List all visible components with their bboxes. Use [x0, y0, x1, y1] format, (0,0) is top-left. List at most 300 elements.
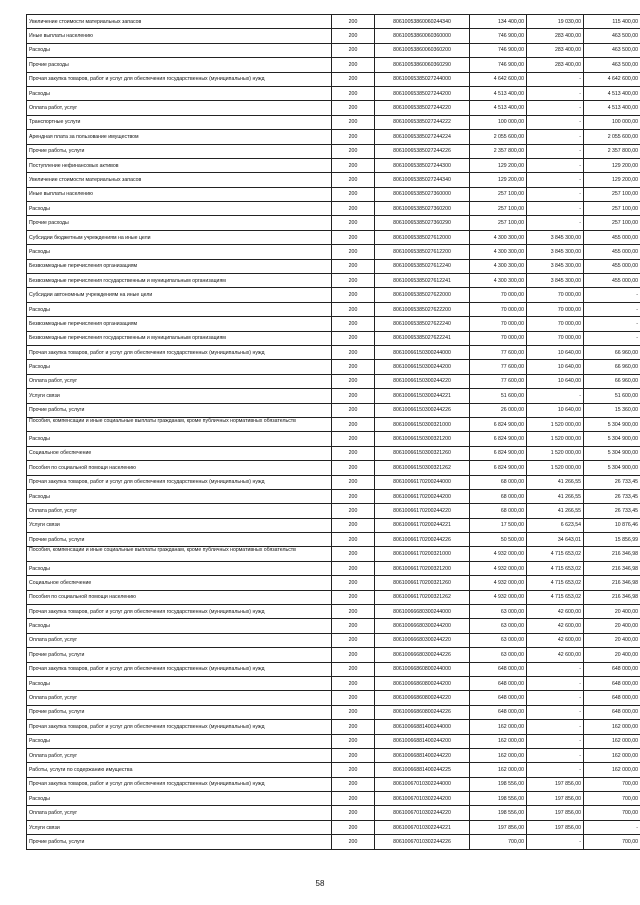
- row-approved-cell: 4 932 000,00: [470, 590, 527, 604]
- row-kbk-cell: 80610067010302244200: [375, 792, 470, 806]
- row-name-cell: Прочая закупка товаров, работ и услуг для обеспечения государственных (муниципальных) нужд: [27, 777, 332, 791]
- row-name-cell: Расходы: [27, 360, 332, 374]
- row-unexecuted-cell: 257 100,00: [584, 187, 640, 201]
- row-approved-cell: 50 500,00: [470, 533, 527, 547]
- row-name-cell: Работы, услуги по содержанию имущества: [27, 763, 332, 777]
- row-kbk-cell: 80610065385027622240: [375, 317, 470, 331]
- row-name-cell: Иные выплаты населению: [27, 29, 332, 43]
- table-row: [27, 345, 640, 359]
- row-code-cell: 200: [332, 72, 375, 86]
- row-kbk-cell: 80610067010302244220: [375, 806, 470, 820]
- row-unexecuted-cell: 20 400,00: [584, 605, 640, 619]
- row-executed-cell: 10 640,00: [527, 345, 584, 359]
- row-code-cell: 200: [332, 720, 375, 734]
- row-kbk-cell: 80610065385027360200: [375, 202, 470, 216]
- row-unexecuted-cell: 162 000,00: [584, 763, 640, 777]
- row-name-cell: Пособия, компенсации и иные социальные выплаты гражданам, кроме публичных нормативных обязательств: [27, 547, 332, 561]
- row-kbk-cell: 80610065385027612241: [375, 274, 470, 288]
- row-approved-cell: 77 600,00: [470, 374, 527, 388]
- row-executed-cell: 1 520 000,00: [527, 446, 584, 460]
- row-name-cell: Оплата работ, услуг: [27, 748, 332, 762]
- row-name-cell: Прочие работы, услуги: [27, 705, 332, 719]
- row-approved-cell: 257 100,00: [470, 216, 527, 230]
- table-row: [27, 173, 640, 187]
- row-executed-cell: 197 856,00: [527, 792, 584, 806]
- row-kbk-cell: 80610066881400244200: [375, 734, 470, 748]
- table-row: [27, 504, 640, 518]
- table-row: [27, 518, 640, 532]
- table-row: [27, 648, 640, 662]
- row-executed-cell: -: [527, 389, 584, 403]
- row-approved-cell: 162 000,00: [470, 748, 527, 762]
- row-kbk-cell: 80610066150300244226: [375, 403, 470, 417]
- table-row: [27, 86, 640, 100]
- row-code-cell: 200: [332, 29, 375, 43]
- row-unexecuted-cell: 4 513 400,00: [584, 86, 640, 100]
- row-name-cell: Услуги связи: [27, 389, 332, 403]
- row-name-cell: Прочая закупка товаров, работ и услуг для обеспечения государственных (муниципальных) нужд: [27, 72, 332, 86]
- row-kbk-cell: 80610066881400244220: [375, 748, 470, 762]
- row-code-cell: 200: [332, 820, 375, 834]
- row-code-cell: 200: [332, 58, 375, 72]
- table-row: [27, 259, 640, 273]
- row-kbk-cell: 80610066170200244000: [375, 475, 470, 489]
- row-name-cell: Расходы: [27, 676, 332, 690]
- row-name-cell: Прочая закупка товаров, работ и услуг для обеспечения государственных (муниципальных) нужд: [27, 605, 332, 619]
- row-name-cell: Расходы: [27, 86, 332, 100]
- row-unexecuted-cell: 455 000,00: [584, 245, 640, 259]
- row-kbk-cell: 80610066680300244000: [375, 605, 470, 619]
- row-executed-cell: -: [527, 115, 584, 129]
- row-approved-cell: 129 200,00: [470, 158, 527, 172]
- table-row: [27, 230, 640, 244]
- table-row: [27, 792, 640, 806]
- row-kbk-cell: 80610066150300321262: [375, 461, 470, 475]
- row-kbk-cell: 80610067010302244000: [375, 777, 470, 791]
- row-approved-cell: 2 055 600,00: [470, 130, 527, 144]
- row-executed-cell: 197 856,00: [527, 806, 584, 820]
- row-unexecuted-cell: 5 304 900,00: [584, 446, 640, 460]
- row-name-cell: Расходы: [27, 245, 332, 259]
- row-unexecuted-cell: 66 960,00: [584, 374, 640, 388]
- row-executed-cell: 4 715 653,02: [527, 561, 584, 575]
- row-kbk-cell: 80610066860800244226: [375, 705, 470, 719]
- row-executed-cell: -: [527, 72, 584, 86]
- row-approved-cell: 4 300 300,00: [470, 230, 527, 244]
- row-approved-cell: 162 000,00: [470, 734, 527, 748]
- row-executed-cell: -: [527, 763, 584, 777]
- row-approved-cell: 198 556,00: [470, 777, 527, 791]
- table-row: [27, 619, 640, 633]
- row-code-cell: 200: [332, 648, 375, 662]
- row-code-cell: 200: [332, 86, 375, 100]
- row-unexecuted-cell: -: [584, 317, 640, 331]
- table-row: [27, 216, 640, 230]
- row-name-cell: Прочая закупка товаров, работ и услуг для обеспечения государственных (муниципальных) нужд: [27, 345, 332, 359]
- row-name-cell: Оплата работ, услуг: [27, 504, 332, 518]
- row-name-cell: Арендная плата за пользование имуществом: [27, 130, 332, 144]
- row-code-cell: 200: [332, 590, 375, 604]
- row-approved-cell: 648 000,00: [470, 705, 527, 719]
- row-unexecuted-cell: 700,00: [584, 792, 640, 806]
- table-row: [27, 187, 640, 201]
- row-name-cell: Увеличение стоимости материальных запасов: [27, 173, 332, 187]
- row-code-cell: 200: [332, 734, 375, 748]
- row-executed-cell: -: [527, 173, 584, 187]
- row-executed-cell: 3 845 300,00: [527, 259, 584, 273]
- table-row: [27, 374, 640, 388]
- table-row: [27, 389, 640, 403]
- row-executed-cell: 3 845 300,00: [527, 245, 584, 259]
- row-kbk-cell: 80610066150300244220: [375, 374, 470, 388]
- row-approved-cell: 2 357 800,00: [470, 144, 527, 158]
- row-approved-cell: 100 000,00: [470, 115, 527, 129]
- row-executed-cell: -: [527, 187, 584, 201]
- row-code-cell: 200: [332, 547, 375, 561]
- row-name-cell: Услуги связи: [27, 518, 332, 532]
- row-code-cell: 200: [332, 561, 375, 575]
- row-unexecuted-cell: -: [584, 288, 640, 302]
- table-row: [27, 274, 640, 288]
- row-executed-cell: 70 000,00: [527, 331, 584, 345]
- row-approved-cell: 4 300 300,00: [470, 245, 527, 259]
- row-approved-cell: 4 300 300,00: [470, 259, 527, 273]
- row-unexecuted-cell: 455 000,00: [584, 274, 640, 288]
- row-approved-cell: 70 000,00: [470, 288, 527, 302]
- table-row: [27, 605, 640, 619]
- row-kbk-cell: 80610066881400244225: [375, 763, 470, 777]
- row-executed-cell: -: [527, 835, 584, 849]
- table-row: [27, 432, 640, 446]
- row-kbk-cell: 80610066170200321000: [375, 547, 470, 561]
- row-name-cell: Безвозмездные перечисления организациям: [27, 317, 332, 331]
- row-unexecuted-cell: 216 346,98: [584, 547, 640, 561]
- row-executed-cell: 10 640,00: [527, 360, 584, 374]
- row-approved-cell: 6 824 900,00: [470, 446, 527, 460]
- row-code-cell: 200: [332, 605, 375, 619]
- row-unexecuted-cell: 463 500,00: [584, 58, 640, 72]
- row-unexecuted-cell: 20 400,00: [584, 619, 640, 633]
- row-executed-cell: 4 715 653,02: [527, 576, 584, 590]
- row-unexecuted-cell: 216 346,98: [584, 561, 640, 575]
- table-row: [27, 115, 640, 129]
- row-approved-cell: 129 200,00: [470, 173, 527, 187]
- row-executed-cell: -: [527, 216, 584, 230]
- table-row: [27, 561, 640, 575]
- row-approved-cell: 70 000,00: [470, 317, 527, 331]
- table-row: [27, 763, 640, 777]
- row-approved-cell: 63 000,00: [470, 648, 527, 662]
- row-name-cell: Пособия по социальной помощи населению: [27, 461, 332, 475]
- row-code-cell: 200: [332, 417, 375, 431]
- row-kbk-cell: 80610067010302244221: [375, 820, 470, 834]
- row-name-cell: Прочая закупка товаров, работ и услуг для обеспечения государственных (муниципальных) нужд: [27, 720, 332, 734]
- row-approved-cell: 70 000,00: [470, 331, 527, 345]
- row-unexecuted-cell: 66 960,00: [584, 345, 640, 359]
- row-executed-cell: 283 400,00: [527, 29, 584, 43]
- table-row: [27, 144, 640, 158]
- row-executed-cell: 70 000,00: [527, 288, 584, 302]
- row-kbk-cell: 80610066860800244220: [375, 691, 470, 705]
- row-executed-cell: 283 400,00: [527, 58, 584, 72]
- row-code-cell: 200: [332, 518, 375, 532]
- row-approved-cell: 162 000,00: [470, 720, 527, 734]
- row-executed-cell: -: [527, 734, 584, 748]
- table-row: [27, 403, 640, 417]
- row-code-cell: 200: [332, 216, 375, 230]
- row-code-cell: 200: [332, 187, 375, 201]
- table-row: [27, 130, 640, 144]
- row-name-cell: Расходы: [27, 734, 332, 748]
- row-code-cell: 200: [332, 461, 375, 475]
- row-approved-cell: 77 600,00: [470, 360, 527, 374]
- row-approved-cell: 746 900,00: [470, 58, 527, 72]
- row-kbk-cell: 80610065385027612240: [375, 259, 470, 273]
- row-approved-cell: 4 513 400,00: [470, 86, 527, 100]
- row-executed-cell: 41 266,55: [527, 504, 584, 518]
- row-unexecuted-cell: 648 000,00: [584, 662, 640, 676]
- row-code-cell: 200: [332, 475, 375, 489]
- row-name-cell: Социальное обеспечение: [27, 446, 332, 460]
- row-unexecuted-cell: -: [584, 302, 640, 316]
- row-name-cell: Оплата работ, услуг: [27, 633, 332, 647]
- row-name-cell: Расходы: [27, 432, 332, 446]
- row-approved-cell: 70 000,00: [470, 302, 527, 316]
- table-row: [27, 820, 640, 834]
- row-code-cell: 200: [332, 446, 375, 460]
- row-code-cell: 200: [332, 173, 375, 187]
- row-executed-cell: 3 845 300,00: [527, 274, 584, 288]
- row-kbk-cell: 80610066150300321000: [375, 417, 470, 431]
- row-unexecuted-cell: 20 400,00: [584, 648, 640, 662]
- row-executed-cell: -: [527, 705, 584, 719]
- row-executed-cell: -: [527, 86, 584, 100]
- table-row: [27, 446, 640, 460]
- table-row: [27, 417, 640, 431]
- row-name-cell: Прочие расходы: [27, 216, 332, 230]
- row-code-cell: 200: [332, 389, 375, 403]
- row-kbk-cell: 80610066150300321260: [375, 446, 470, 460]
- row-unexecuted-cell: -: [584, 331, 640, 345]
- row-code-cell: 200: [332, 504, 375, 518]
- row-code-cell: 200: [332, 144, 375, 158]
- row-executed-cell: 283 400,00: [527, 43, 584, 57]
- row-approved-cell: 6 824 900,00: [470, 461, 527, 475]
- row-name-cell: Расходы: [27, 302, 332, 316]
- page-number: 58: [315, 879, 325, 888]
- table-row: [27, 576, 640, 590]
- table-row: [27, 101, 640, 115]
- row-executed-cell: 10 640,00: [527, 374, 584, 388]
- row-executed-cell: -: [527, 101, 584, 115]
- row-executed-cell: -: [527, 691, 584, 705]
- table-row: [27, 461, 640, 475]
- row-code-cell: 200: [332, 15, 375, 29]
- row-executed-cell: -: [527, 676, 584, 690]
- row-unexecuted-cell: 115 400,00: [584, 15, 640, 29]
- row-executed-cell: 4 715 653,02: [527, 590, 584, 604]
- row-code-cell: 200: [332, 403, 375, 417]
- row-name-cell: Прочие работы, услуги: [27, 648, 332, 662]
- table-row: [27, 748, 640, 762]
- row-unexecuted-cell: 455 000,00: [584, 259, 640, 273]
- row-approved-cell: 197 856,00: [470, 820, 527, 834]
- row-executed-cell: 70 000,00: [527, 302, 584, 316]
- table-row: [27, 835, 640, 849]
- row-unexecuted-cell: 463 500,00: [584, 43, 640, 57]
- row-approved-cell: 51 600,00: [470, 389, 527, 403]
- row-unexecuted-cell: 162 000,00: [584, 720, 640, 734]
- row-kbk-cell: 80610053860060360000: [375, 29, 470, 43]
- row-name-cell: Социальное обеспечение: [27, 576, 332, 590]
- row-code-cell: 200: [332, 619, 375, 633]
- row-approved-cell: 63 000,00: [470, 605, 527, 619]
- row-code-cell: 200: [332, 705, 375, 719]
- row-executed-cell: 19 030,00: [527, 15, 584, 29]
- table-row: [27, 633, 640, 647]
- row-code-cell: 200: [332, 331, 375, 345]
- row-executed-cell: 41 266,55: [527, 489, 584, 503]
- row-approved-cell: 257 100,00: [470, 187, 527, 201]
- row-unexecuted-cell: 26 733,45: [584, 489, 640, 503]
- row-kbk-cell: 80610065385027244220: [375, 101, 470, 115]
- row-executed-cell: 3 845 300,00: [527, 230, 584, 244]
- row-unexecuted-cell: 129 200,00: [584, 158, 640, 172]
- table-row: [27, 302, 640, 316]
- row-unexecuted-cell: 257 100,00: [584, 202, 640, 216]
- row-name-cell: Субсидии бюджетным учреждениям на иные цели: [27, 230, 332, 244]
- row-executed-cell: 10 640,00: [527, 403, 584, 417]
- row-kbk-cell: 80610066860800244000: [375, 662, 470, 676]
- row-kbk-cell: 80610066150300244221: [375, 389, 470, 403]
- row-kbk-cell: 80610067010302244226: [375, 835, 470, 849]
- row-code-cell: 200: [332, 792, 375, 806]
- table-row: [27, 705, 640, 719]
- row-name-cell: Прочие работы, услуги: [27, 533, 332, 547]
- row-unexecuted-cell: 162 000,00: [584, 734, 640, 748]
- row-executed-cell: -: [527, 202, 584, 216]
- row-approved-cell: 700,00: [470, 835, 527, 849]
- row-unexecuted-cell: 100 000,00: [584, 115, 640, 129]
- row-approved-cell: 68 000,00: [470, 504, 527, 518]
- row-kbk-cell: 80610053860060360290: [375, 58, 470, 72]
- table-row: [27, 734, 640, 748]
- row-approved-cell: 648 000,00: [470, 691, 527, 705]
- row-executed-cell: 197 856,00: [527, 777, 584, 791]
- table-row: [27, 43, 640, 57]
- row-executed-cell: 42 600,00: [527, 633, 584, 647]
- row-executed-cell: 70 000,00: [527, 317, 584, 331]
- row-kbk-cell: 80610065385027360290: [375, 216, 470, 230]
- row-name-cell: Расходы: [27, 792, 332, 806]
- row-name-cell: Пособия по социальной помощи населению: [27, 590, 332, 604]
- row-name-cell: Оплата работ, услуг: [27, 806, 332, 820]
- row-code-cell: 200: [332, 158, 375, 172]
- row-approved-cell: 4 932 000,00: [470, 561, 527, 575]
- row-code-cell: 200: [332, 288, 375, 302]
- row-code-cell: 200: [332, 763, 375, 777]
- row-name-cell: Расходы: [27, 43, 332, 57]
- row-kbk-cell: 80610066680300244200: [375, 619, 470, 633]
- row-unexecuted-cell: 51 600,00: [584, 389, 640, 403]
- row-code-cell: 200: [332, 432, 375, 446]
- row-approved-cell: 648 000,00: [470, 676, 527, 690]
- table-row: [27, 72, 640, 86]
- row-code-cell: 200: [332, 130, 375, 144]
- row-approved-cell: 6 824 900,00: [470, 432, 527, 446]
- table-row: [27, 590, 640, 604]
- row-code-cell: 200: [332, 835, 375, 849]
- row-executed-cell: 1 520 000,00: [527, 417, 584, 431]
- row-code-cell: 200: [332, 245, 375, 259]
- row-unexecuted-cell: 463 500,00: [584, 29, 640, 43]
- row-code-cell: 200: [332, 115, 375, 129]
- row-approved-cell: 63 000,00: [470, 633, 527, 647]
- row-name-cell: Услуги связи: [27, 820, 332, 834]
- row-executed-cell: 6 623,54: [527, 518, 584, 532]
- row-code-cell: 200: [332, 676, 375, 690]
- row-unexecuted-cell: 648 000,00: [584, 691, 640, 705]
- table-row: [27, 331, 640, 345]
- row-kbk-cell: 80610066680300244220: [375, 633, 470, 647]
- row-kbk-cell: 80610066150300244000: [375, 345, 470, 359]
- row-kbk-cell: 80610066170200321200: [375, 561, 470, 575]
- table-row: [27, 158, 640, 172]
- row-kbk-cell: 80610053860060360200: [375, 43, 470, 57]
- row-unexecuted-cell: 26 733,45: [584, 504, 640, 518]
- row-kbk-cell: 80610066881400244000: [375, 720, 470, 734]
- row-unexecuted-cell: 20 400,00: [584, 633, 640, 647]
- row-unexecuted-cell: 5 304 900,00: [584, 417, 640, 431]
- table-row: [27, 691, 640, 705]
- row-code-cell: 200: [332, 230, 375, 244]
- row-unexecuted-cell: 648 000,00: [584, 705, 640, 719]
- row-unexecuted-cell: 2 055 600,00: [584, 130, 640, 144]
- row-code-cell: 200: [332, 748, 375, 762]
- row-code-cell: 200: [332, 259, 375, 273]
- row-code-cell: 200: [332, 633, 375, 647]
- row-approved-cell: 198 556,00: [470, 806, 527, 820]
- row-unexecuted-cell: 66 960,00: [584, 360, 640, 374]
- row-unexecuted-cell: 5 304 900,00: [584, 461, 640, 475]
- row-code-cell: 200: [332, 777, 375, 791]
- row-unexecuted-cell: 455 000,00: [584, 230, 640, 244]
- row-unexecuted-cell: 2 357 800,00: [584, 144, 640, 158]
- table-body: [27, 15, 640, 850]
- row-approved-cell: 4 513 400,00: [470, 101, 527, 115]
- row-name-cell: Оплата работ, услуг: [27, 691, 332, 705]
- table-row: [27, 29, 640, 43]
- row-approved-cell: 4 642 600,00: [470, 72, 527, 86]
- row-name-cell: Иные выплаты населению: [27, 187, 332, 201]
- table-row: [27, 777, 640, 791]
- row-kbk-cell: 80610053860060244340: [375, 15, 470, 29]
- row-code-cell: 200: [332, 202, 375, 216]
- row-executed-cell: -: [527, 748, 584, 762]
- row-approved-cell: 4 932 000,00: [470, 547, 527, 561]
- row-approved-cell: 17 500,00: [470, 518, 527, 532]
- row-unexecuted-cell: 700,00: [584, 835, 640, 849]
- row-name-cell: Прочая закупка товаров, работ и услуг для обеспечения государственных (муниципальных) нужд: [27, 475, 332, 489]
- row-executed-cell: -: [527, 720, 584, 734]
- row-kbk-cell: 80610065385027622000: [375, 288, 470, 302]
- row-code-cell: 200: [332, 43, 375, 57]
- row-code-cell: 200: [332, 360, 375, 374]
- table-row: [27, 720, 640, 734]
- row-name-cell: Расходы: [27, 561, 332, 575]
- row-name-cell: Увеличение стоимости материальных запасов: [27, 15, 332, 29]
- row-name-cell: Прочие работы, услуги: [27, 403, 332, 417]
